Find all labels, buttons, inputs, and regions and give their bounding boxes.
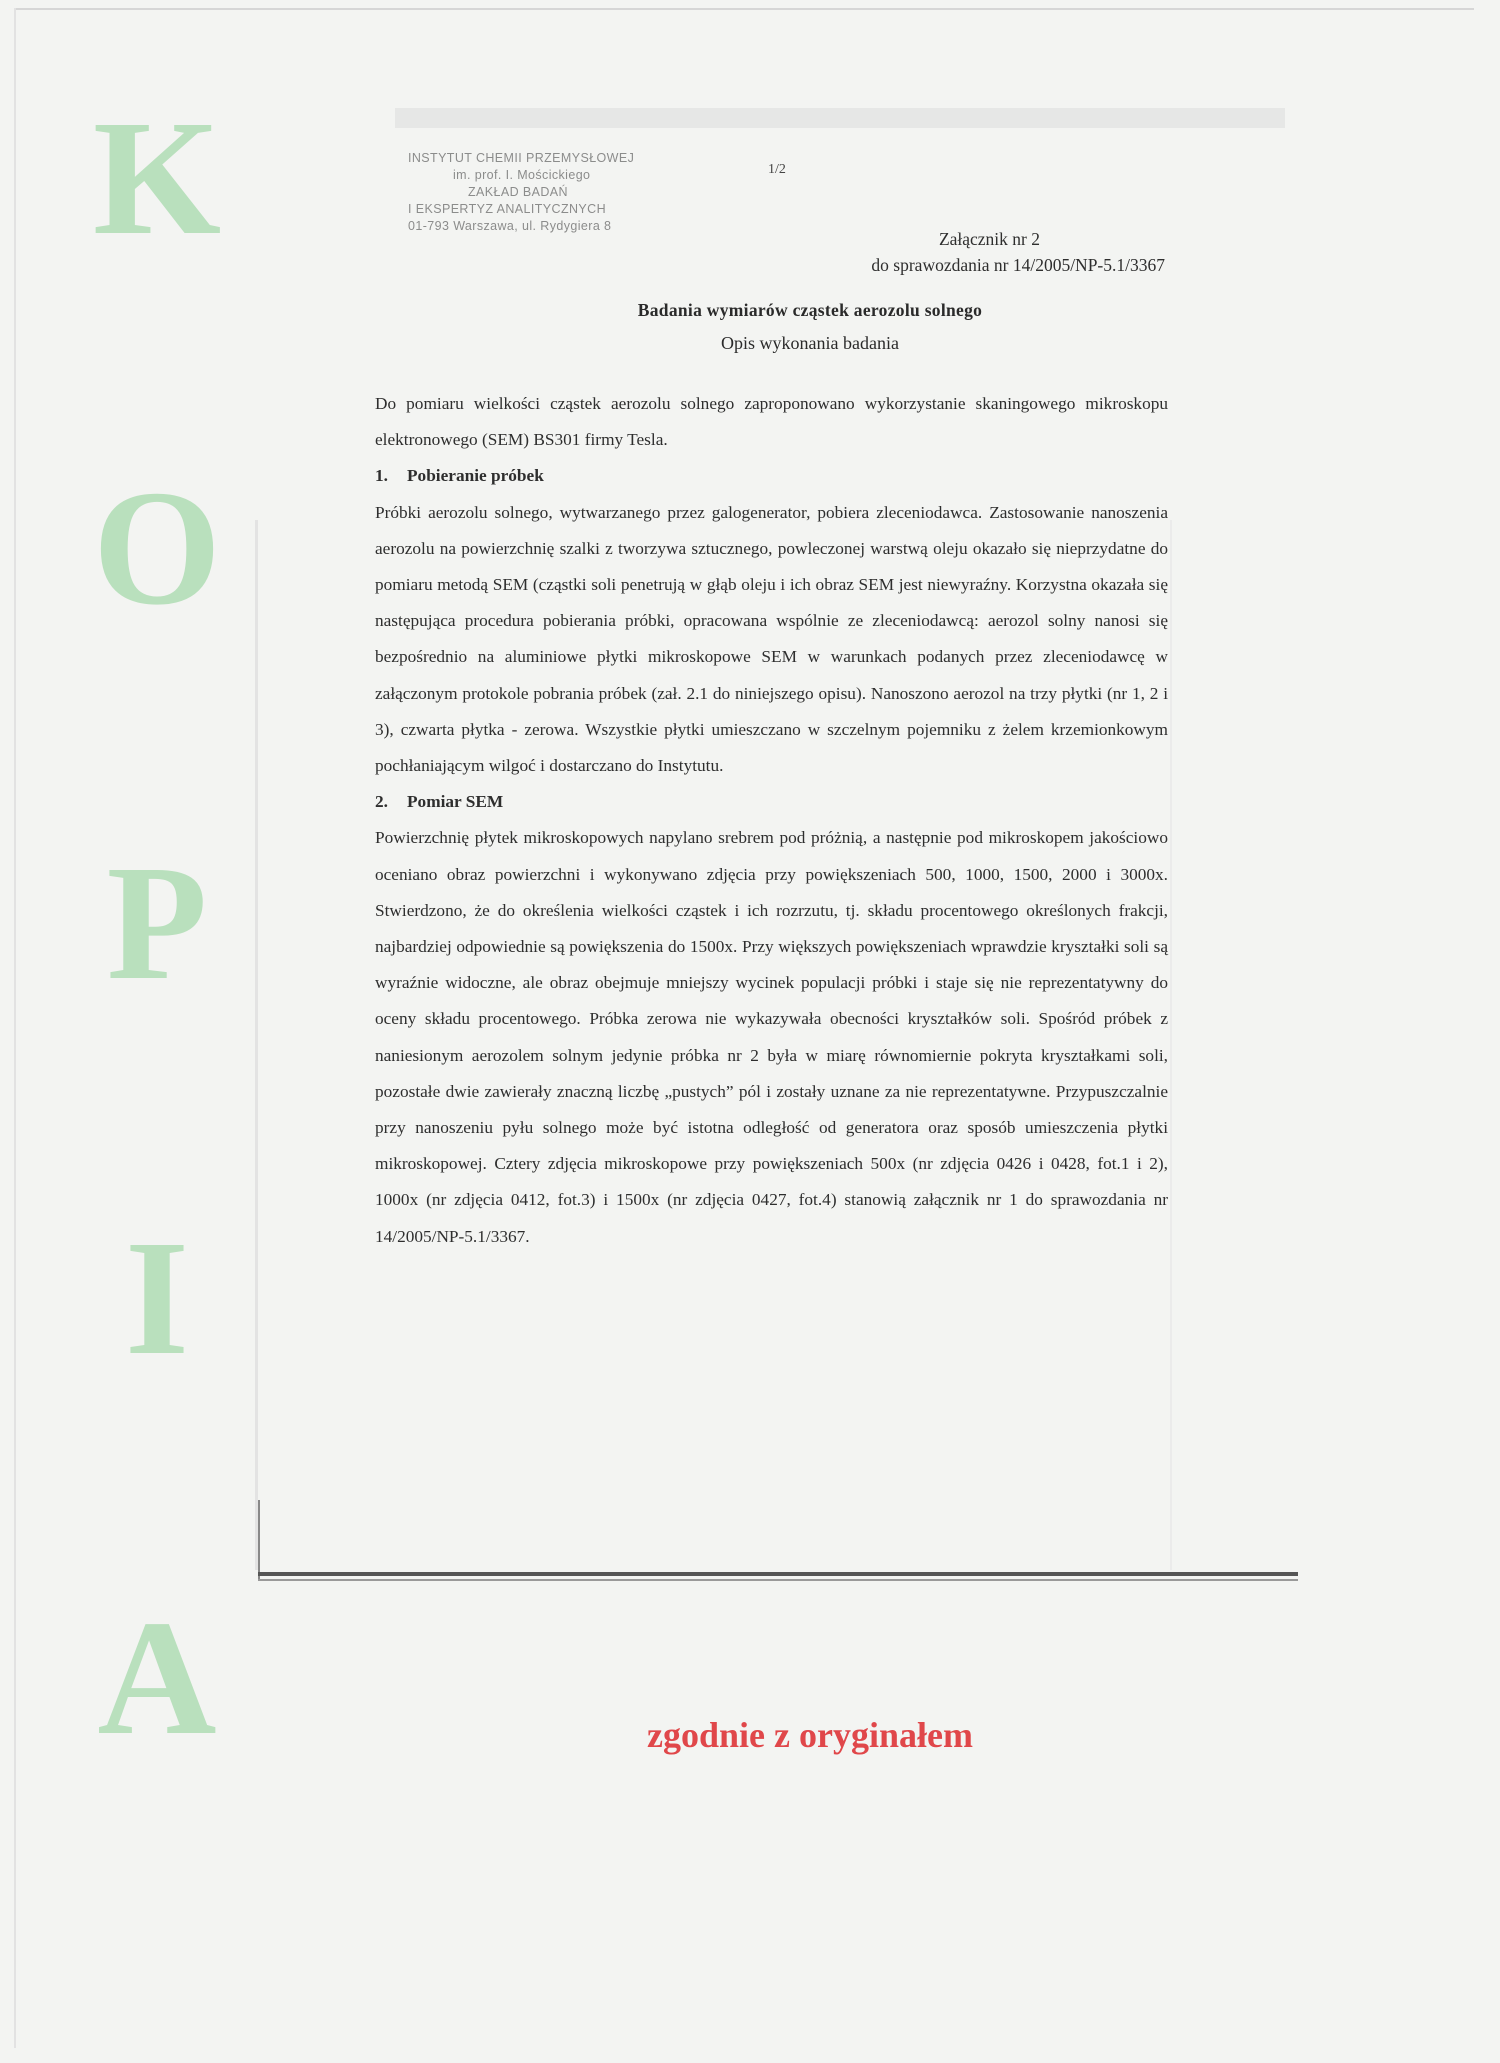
report-reference: do sprawozdania nr 14/2005/NP-5.1/3367: [871, 255, 1165, 275]
document-subtitle: Opis wykonania badania: [721, 333, 899, 353]
stamp-line: ZAKŁAD BADAŃ: [468, 185, 568, 199]
scan-shadow-strip: [395, 108, 1285, 128]
section-paragraph: Powierzchnię płytek mikroskopowych napylano srebrem pod próżnią, a następnie pod mikroskopem jakościowo oceniano obraz powierzchni i wykonywano zdjęcia przy powiększeniach 500, 1000, 1500, 2000 i 3000x. Stwierdzono, że do określenia wielkości cząstek i ich rozrzutu, tj. składu procentowego określonych frakcji, najbardziej odpowiednie są powiększenia do 1500x. Przy większych powiększeniach wprawdzie kryształki soli są wyraźnie widoczne, ale obraz obejmuje mniejszy wycinek populacji próbki i staje się nie reprezentatywny do oceny składu procentowego. Próbka zerowa nie wykazywała obecności kryształków soli. Spośród próbek z naniesionym aerozolem solnym jedynie próbka nr 2 była w miarę równomiernie pokryta kryształkami soli, pozostałe dwie zawierały znaczną liczbę „pustych” pól i zostały uznane za nie reprezentatywne. Przypuszczalnie przy nanoszeniu pyłu solnego może być istotna odległość od generatora oraz sposób umieszczenia płytki mikroskopowej. Cztery zdjęcia mikroskopowe przy powiększeniach 500x (nr zdjęcia 0426 i 0428, fot.1 i 2), 1000x (nr zdjęcia 0412, fot.3) i 1500x (nr zdjęcia 0427, fot.4) stanowią załącznik nr 1 do sprawozdania nr 14/2005/NP-5.1/3367.: [375, 828, 1168, 1246]
intro-paragraph: Do pomiaru wielkości cząstek aerozolu solnego zaproponowano wykorzystanie skaningowego mikroskopu elektronowego (SEM) BS301 firmy Tesla.: [375, 394, 1168, 450]
inner-page-left-edge: [255, 520, 258, 1570]
section-heading: [375, 784, 1168, 820]
section-number: 1.: [375, 466, 388, 486]
page-bottom-left-border: [258, 1500, 260, 1580]
watermark-letter-p: P: [106, 831, 208, 1014]
watermark-letter-i: I: [124, 1206, 190, 1389]
page-bottom-rule: [258, 1572, 1298, 1576]
stamp-line: im. prof. I. Mościckiego: [453, 168, 591, 182]
certification-note: zgodnie z oryginałem: [647, 1715, 973, 1755]
inner-page-right-edge: [1170, 520, 1172, 1570]
stamp-line: I EKSPERTYZ ANALITYCZNYCH: [408, 202, 607, 216]
page-bottom-rule-shadow: [258, 1579, 1298, 1581]
section-title: Pobieranie próbek: [407, 466, 544, 486]
watermark-letter-a: A: [97, 1586, 217, 1769]
institute-stamp: [408, 150, 690, 235]
section-number: 2.: [375, 792, 388, 812]
stamp-line: 01-793 Warszawa, ul. Rydygiera 8: [408, 219, 612, 233]
attachment-header: [760, 226, 1165, 278]
scan-edge-left: [14, 8, 16, 2048]
document-title: Badania wymiarów cząstek aerozolu solnego: [637, 300, 983, 320]
document-body: [375, 386, 1168, 1255]
watermark-letter-o: O: [92, 456, 222, 639]
page-number: 1/2: [768, 162, 786, 177]
section-paragraph: Próbki aerozolu solnego, wytwarzanego przez galogenerator, pobiera zleceniodawca. Zastosowanie nanoszenia aerozolu na powierzchnię szalki z tworzywa sztucznego, powleczonej warstwą oleju okazało się nieprzydatne do pomiaru metodą SEM (cząstki soli penetrują w głąb oleju i ich obraz SEM jest niewyraźny. Korzystna okazała się następująca procedura pobierania próbki, opracowana wspólnie ze zleceniodawcą: aerozol solny nanosi się bezpośrednio na aluminiowe płytki mikroskopowe SEM w warunkach podanych przez zleceniodawcę w załączonym protokole pobrania próbek (zał. 2.1 do niniejszego opisu). Nanoszono aerozol na trzy płytki (nr 1, 2 i 3), czwarta płytka - zerowa. Wszystkie płytki umieszczano w szczelnym pojemniku z żelem krzemionkowym pochłaniającym wilgoć i dostarczano do Instytutu.: [375, 502, 1168, 776]
attachment-label: Załącznik nr 2: [938, 229, 1040, 249]
watermark-letter-k: K: [92, 86, 222, 269]
section-heading: [375, 458, 1168, 494]
section-title: Pomiar SEM: [407, 792, 504, 812]
stamp-line: INSTYTUT CHEMII PRZEMYSŁOWEJ: [408, 151, 635, 165]
scan-edge-top: [14, 8, 1474, 10]
